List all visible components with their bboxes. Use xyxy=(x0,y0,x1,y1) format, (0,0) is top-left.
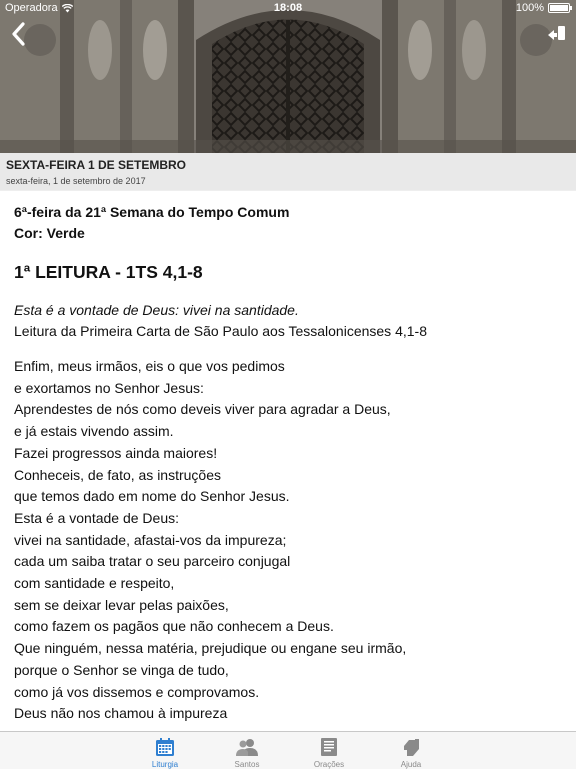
tab-label: Liturgia xyxy=(151,760,179,769)
back-button[interactable] xyxy=(8,20,30,48)
header-image xyxy=(0,0,576,153)
verse-line: cada um saiba tratar o seu parceiro conjugal xyxy=(14,553,291,570)
tab-oracoes[interactable] xyxy=(288,732,370,769)
date-bar xyxy=(0,153,576,190)
share-icon xyxy=(546,22,568,44)
help-hand-icon xyxy=(401,737,421,757)
reading-content xyxy=(14,202,566,725)
reading-source: Leitura da Primeira Carta de São Paulo aos Tessalonicenses 4,1-8 xyxy=(14,323,427,339)
carrier-name: Operadora xyxy=(5,2,58,14)
tab-liturgia[interactable] xyxy=(124,732,206,769)
verse-line: e exortamos no Senhor Jesus: xyxy=(14,379,204,396)
verse-line: Que ninguém, nessa matéria, prejudique ou engane seu irmão, xyxy=(14,640,407,657)
status-bar xyxy=(0,0,576,16)
people-icon xyxy=(236,737,258,757)
status-time: 18:08 xyxy=(273,2,303,14)
verse-list xyxy=(14,356,566,725)
verse-line: como já vos dissemos e comprovamos. xyxy=(14,683,260,700)
date-title: SEXTA-FEIRA 1 DE SETEMBRO xyxy=(6,158,187,172)
tab-label: Ajuda xyxy=(400,760,422,769)
verse-line: sem se deixar levar pelas paixões, xyxy=(14,596,229,613)
verse-line: Esta é a vontade de Deus: xyxy=(14,509,179,526)
verse-line: Enfim, meus irmãos, eis o que vos pedimos xyxy=(14,358,285,374)
verse-line: com santidade e respeito, xyxy=(14,575,175,592)
reading-title: 1ª LEITURA - 1TS 4,1-8 xyxy=(14,262,203,282)
reading-summary: Esta é a vontade de Deus: vivei na santidade. xyxy=(14,302,299,318)
tab-label: Santos xyxy=(234,760,260,769)
battery-percent: 100% xyxy=(515,2,544,14)
tab-label: Orações xyxy=(313,760,345,769)
liturgical-color: Cor: Verde xyxy=(14,225,85,241)
verse-line: e já estais vivendo assim. xyxy=(14,423,174,440)
battery-info xyxy=(516,0,570,16)
verse-line: que temos dado em nome do Senhor Jesus. xyxy=(14,488,290,505)
verse-line: como fazem os pagãos que não conhecem a Deus. xyxy=(14,618,334,635)
day-title: 6ª-feira da 21ª Semana do Tempo Comum xyxy=(14,204,290,220)
verse-line: Deus não nos chamou à impureza xyxy=(14,705,228,722)
verse-line: Conheceis, de fato, as instruções xyxy=(14,466,222,483)
book-icon xyxy=(320,737,338,757)
verse-line: Aprendestes de nós como deveis viver para agradar a Deus, xyxy=(14,401,391,418)
tab-ajuda[interactable] xyxy=(370,732,452,769)
battery-icon xyxy=(548,3,570,13)
tab-bar xyxy=(0,731,576,769)
share-button[interactable] xyxy=(546,22,568,44)
reading-card[interactable] xyxy=(0,191,576,731)
tab-santos[interactable] xyxy=(206,732,288,769)
church-door-illustration xyxy=(0,0,576,153)
calendar-icon xyxy=(155,737,175,757)
chevron-left-icon xyxy=(8,20,30,48)
verse-line: vivei na santidade, afastai-vos da impureza; xyxy=(14,531,287,548)
verse-line: Fazei progressos ainda maiores! xyxy=(14,444,218,461)
verse-line: porque o Senhor se vinga de tudo, xyxy=(14,661,229,678)
date-subtitle: sexta-feira, 1 de setembro de 2017 xyxy=(6,176,146,186)
